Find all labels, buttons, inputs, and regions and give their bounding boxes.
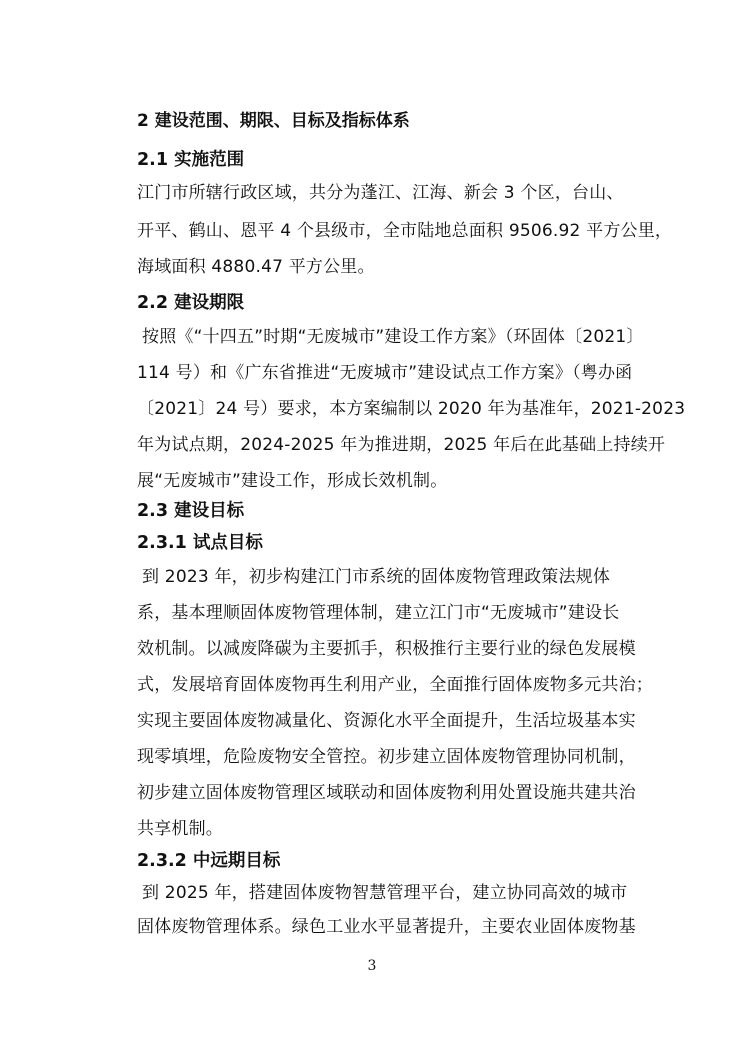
section-heading-2-1: 2.1 实施范围	[137, 150, 245, 170]
section-heading-2-3-2: 2.3.2 中远期目标	[137, 851, 281, 871]
paragraph-line: 初步建立固体废物管理区域联动和固体废物利用处置设施共建共治	[137, 783, 636, 803]
chapter-heading: 2 建设范围、期限、目标及指标体系	[137, 111, 410, 131]
paragraph-line: 现零填埋，危险废物安全管控。初步建立固体废物管理协同机制，	[137, 747, 636, 767]
section-heading-2-3: 2.3 建设目标	[137, 501, 245, 521]
section-heading-2-3-1: 2.3.1 试点目标	[137, 533, 263, 553]
paragraph-line: 114 号）和《广东省推进“无废城市”建设试点工作方案》（粤办函	[137, 363, 633, 383]
page-number: 3	[367, 958, 377, 974]
paragraph-line: 海域面积 4880.47 平方公里。	[137, 257, 375, 277]
paragraph-line: 共享机制。	[137, 819, 223, 839]
paragraph-line: 固体废物管理体系。绿色工业水平显著提升，主要农业固体废物基	[137, 917, 636, 937]
paragraph-line: 系，基本理顺固体废物管理体制，建立江门市“无废城市”建设长	[137, 603, 620, 623]
paragraph-line: 〔2021〕24 号）要求，本方案编制以 2020 年为基准年，2021-2023	[137, 399, 686, 419]
paragraph-line: 到 2025 年，搭建固体废物智慧管理平台，建立协同高效的城市	[142, 883, 628, 903]
paragraph-line: 实现主要固体废物减量化、资源化水平全面提升，生活垃圾基本实	[137, 711, 636, 731]
paragraph-line: 年为试点期，2024-2025 年为推进期，2025 年后在此基础上持续开	[137, 435, 666, 455]
paragraph-line: 按照《“十四五”时期“无废城市”建设工作方案》（环固体〔2021〕	[142, 327, 644, 347]
paragraph-line: 式，发展培育固体废物再生利用产业，全面推行固体废物多元共治；	[137, 675, 653, 695]
paragraph-line: 江门市所辖行政区域，共分为蓬江、江海、新会 3 个区，台山、	[137, 183, 624, 203]
section-heading-2-2: 2.2 建设期限	[137, 293, 245, 313]
paragraph-line: 效机制。以减废降碳为主要抓手，积极推行主要行业的绿色发展模	[137, 639, 636, 659]
paragraph-line: 展“无废城市”建设工作，形成长效机制。	[137, 471, 448, 491]
paragraph-line: 到 2023 年，初步构建江门市系统的固体废物管理政策法规体	[142, 567, 611, 587]
paragraph-line: 开平、鹤山、恩平 4 个县级市，全市陆地总面积 9506.92 平方公里，	[137, 221, 673, 241]
